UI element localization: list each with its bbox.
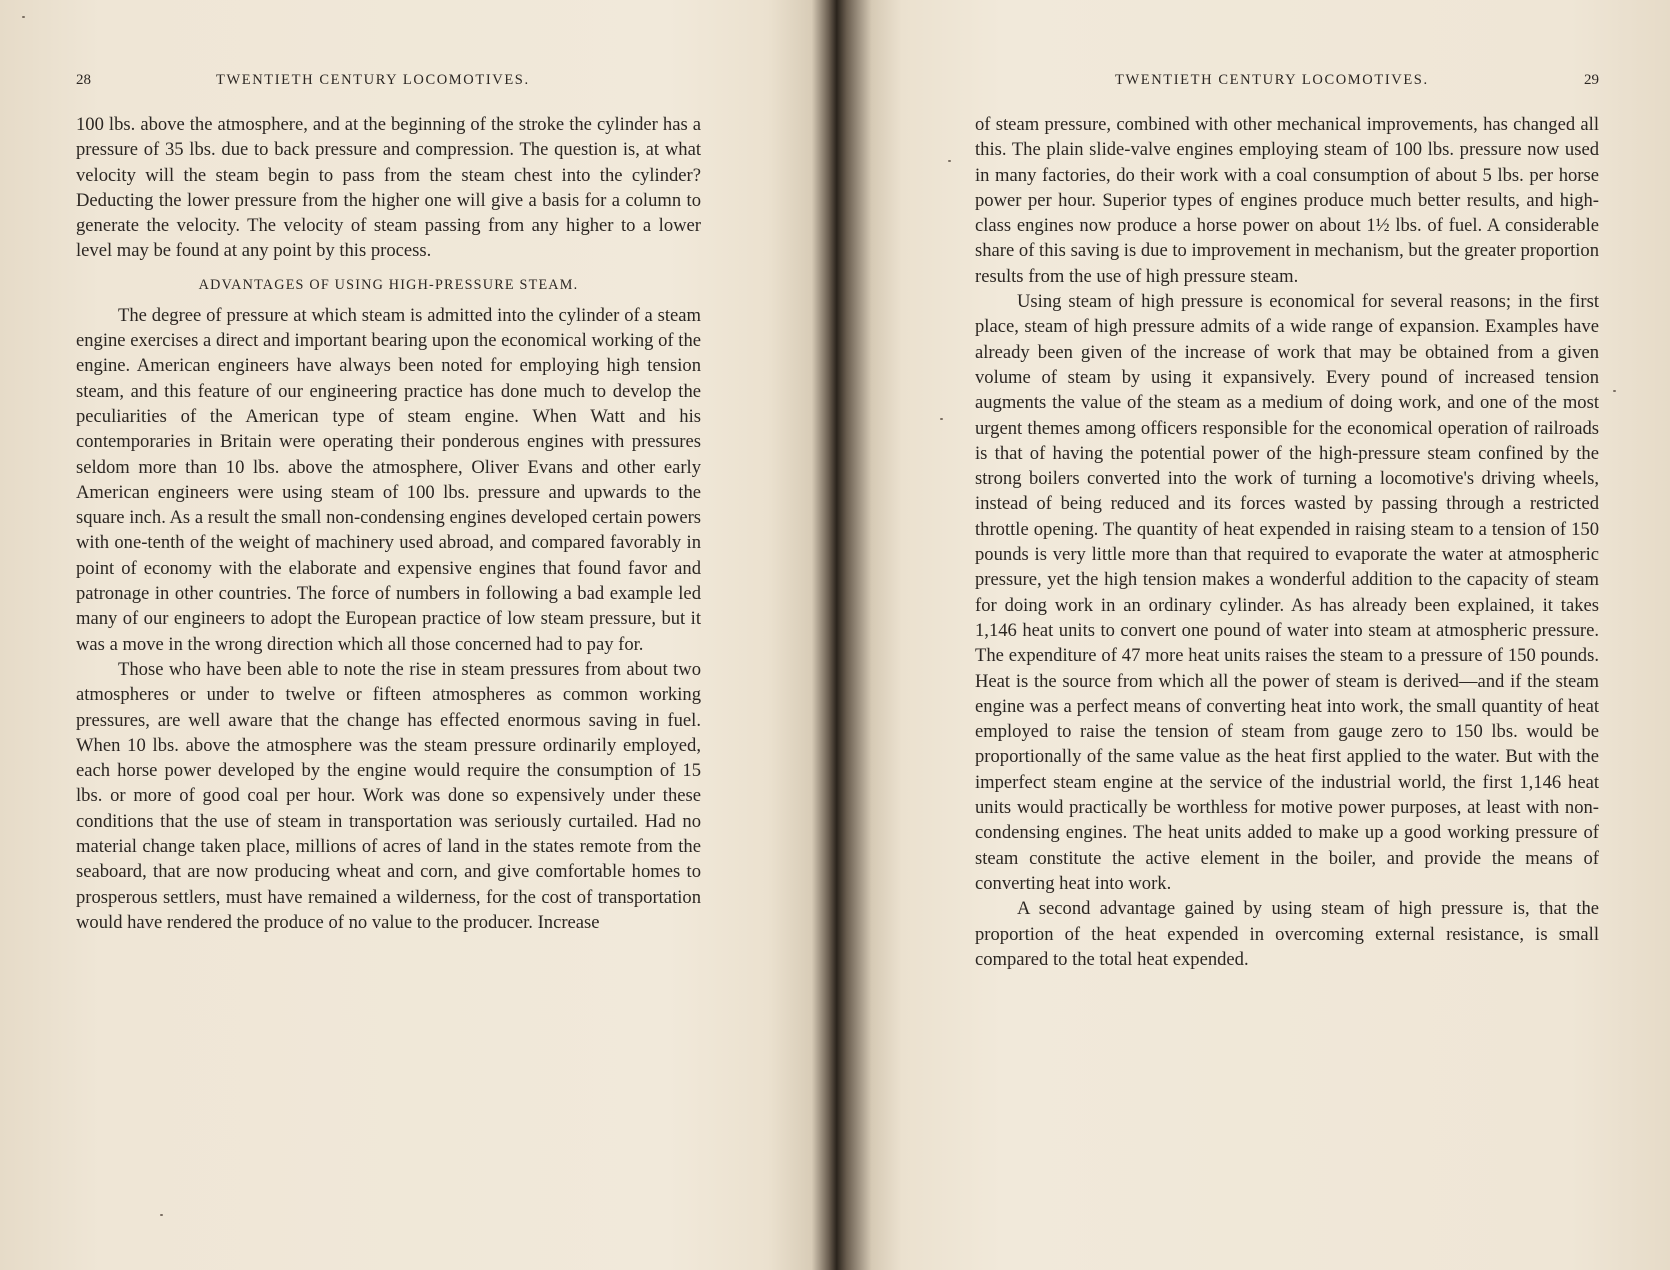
- paper-speck: [940, 418, 943, 420]
- right-running-title: TWENTIETH CENTURY LOCOMOTIVES.: [1115, 72, 1429, 88]
- left-paragraph-1: 100 lbs. above the atmosphere, and at the beginning of the stroke the cylinder has a pressure of 35 lbs. due to back pressure and compression. The question is, at what velocity will the steam begin to pass from the steam chest into the cylinder? Deducting the lower pressure from the higher one will give a basis for a column to generate the velocity. The velocity of steam passing from any higher to a lower level may be found at any point by this process.: [76, 114, 701, 262]
- right-page-number: 29: [1584, 72, 1599, 88]
- left-page: [76, 0, 701, 1270]
- paper-speck: [160, 1214, 163, 1216]
- right-page: [975, 0, 1599, 1270]
- paper-speck: [948, 160, 951, 162]
- left-paragraph-2: The degree of pressure at which steam is admitted into the cylinder of a steam engine exercises a direct and important bearing upon the economical working of the engine. American engineers have always been noted for employing high tension steam, and this feature of our engineering practice has done much to develop the peculiarities of the American type of steam engine. When Watt and his contemporaries in Britain were operating their ponderous engines with pressures seldom more than 10 lbs. above the atmosphere, Oliver Evans and other early American engineers were using steam of 100 lbs. pressure and upwards to the square inch. As a result the small non-condensing engines developed certain powers with one-tenth of the weight of machinery used abroad, and compared favorably in point of economy with the elaborate and expensive engines that found favor and patronage in other countries. The force of numbers in following a bad example led many of our engineers to adopt the European practice of low steam pressure, but it was a move in the wrong direction which all those concerned had to pay for.: [76, 304, 701, 655]
- section-heading: ADVANTAGES OF USING HIGH-PRESSURE STEAM.: [198, 276, 579, 293]
- right-body-text: [975, 112, 1599, 972]
- left-page-number: 28: [76, 72, 91, 88]
- left-body-text: [76, 112, 701, 935]
- right-paragraph-3: A second advantage gained by using steam of high pressure is, that the proportion of the heat expended in overcoming external resistance, is small compared to the total heat expended.: [975, 898, 1599, 970]
- right-paragraph-1: of steam pressure, combined with other mechanical improvements, has changed all this. The plain slide-valve engines employing steam of 100 lbs. pressure now used in many factories, do their work with a coal consumption of about 5 lbs. per horse power per hour. Superior types of engines produce much better results, and high-class engines now produce a horse power on about 1½ lbs. of fuel. A considerable share of this saving is due to improvement in mechanism, but the greater proportion results from the use of high pressure steam.: [975, 114, 1599, 287]
- left-paragraph-3: Those who have been able to note the rise in steam pressures from about two atmospheres or under to twelve or fifteen atmospheres as common working pressures, are well aware that the change has effected enormous saving in fuel. When 10 lbs. above the atmosphere was the steam pressure ordinarily employed, each horse power developed by the engine would require the consumption of 15 lbs. or more of good coal per hour. Work was done so expensively under these conditions that the use of steam in transportation was seriously curtailed. Had no material change taken place, millions of acres of land in the states remote from the seaboard, that are now producing wheat and corn, and give comfortable homes to prosperous settlers, must have remained a wilderness, for the cost of transportation would have rendered the produce of no value to the producer. Increase: [76, 658, 701, 933]
- right-paragraph-2: Using steam of high pressure is economical for several reasons; in the first place, steam of high pressure admits of a wide range of expansion. Examples have already been given of the increase of work that may be obtained from a given volume of steam by using it expansively. Every pound of increased tension augments the value of the steam as a medium of doing work, and one of the most urgent themes among officers responsible for the economical operation of railroads is that of having the potential power of the high-pressure steam confined by the strong boilers converted into the work of turning a locomotive's driving wheels, instead of being reduced and its forces wasted by passing through a restricted throttle opening. The quantity of heat expended in raising steam to a tension of 150 pounds is very little more than that required to evaporate the water at atmospheric pressure, yet the high tension makes a wonderful addition to the capacity of steam for doing work in an ordinary cylinder. As has already been explained, it takes 1,146 heat units to convert one pound of water into steam at atmospheric pressure. The expenditure of 47 more heat units raises the steam to a pressure of 150 pounds. Heat is the source from which all the power of steam is derived—and if the steam engine was a perfect means of converting heat into work, the small quantity of heat employed to raise the tension of steam from gauge zero to 150 lbs. would be proportionally of the same value as the heat first applied to the water. But with the imperfect steam engine at the service of the industrial world, the first 1,146 heat units would practically be worthless for motive power purposes, at least with non-condensing engines. The heat units added to make up a good working pressure of steam constitute the active element in the boiler, and provide the means of converting heat into work.: [975, 291, 1599, 894]
- left-running-title: TWENTIETH CENTURY LOCOMOTIVES.: [216, 72, 530, 88]
- paper-speck: [22, 16, 25, 18]
- right-running-head: [975, 72, 1599, 92]
- left-running-head: [76, 72, 701, 92]
- paper-speck: [1613, 390, 1616, 392]
